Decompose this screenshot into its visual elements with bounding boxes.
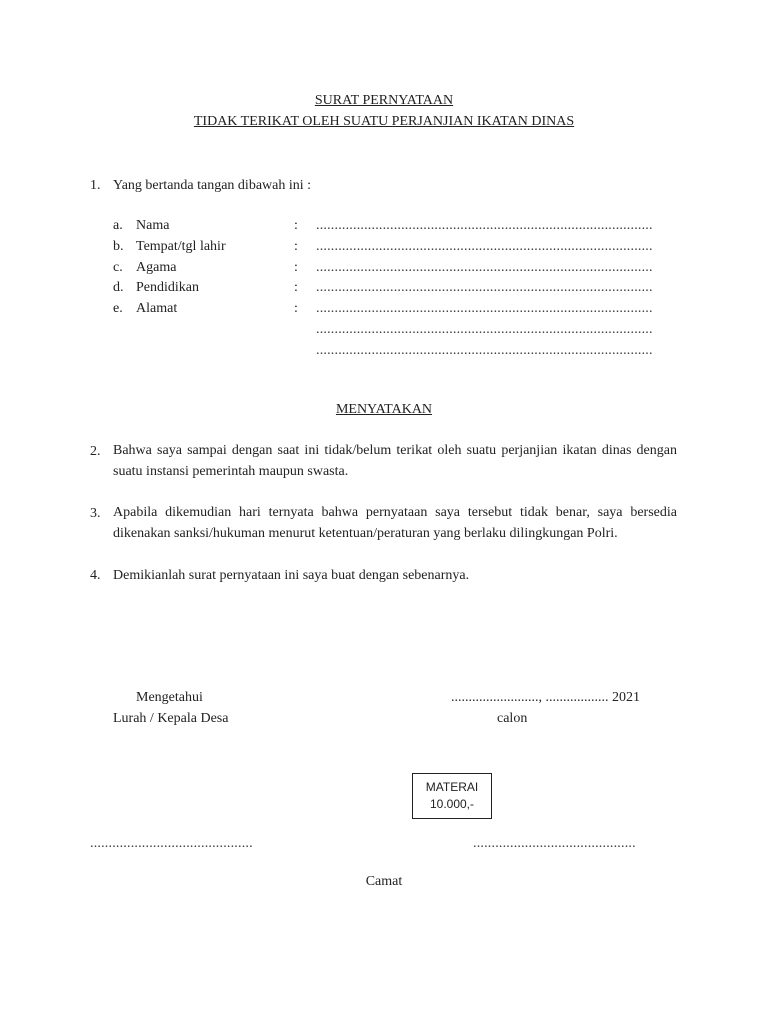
candidate-label: calon bbox=[497, 711, 528, 726]
field-letter: b. bbox=[113, 239, 124, 254]
village-head-label: Lurah / Kepala Desa bbox=[113, 711, 229, 726]
field-letter: a. bbox=[113, 218, 123, 233]
place-date-line: ........................., .................. 2021 bbox=[451, 690, 640, 705]
field-colon: : bbox=[294, 218, 298, 233]
field-dots-education: ........................................................................................... bbox=[316, 280, 653, 295]
acknowledged-label: Mengetahui bbox=[136, 690, 203, 705]
field-colon: : bbox=[294, 260, 298, 275]
address-dots-line-2: ........................................................................................... bbox=[316, 322, 653, 337]
field-dots-address: ........................................................................................... bbox=[316, 301, 653, 316]
stamp-label: MATERAI bbox=[425, 780, 479, 794]
field-letter: c. bbox=[113, 260, 123, 275]
field-colon: : bbox=[294, 239, 298, 254]
field-letter: e. bbox=[113, 301, 123, 316]
item-text: Yang bertanda tangan dibawah ini : bbox=[113, 178, 312, 193]
stamp-value: 10.000,- bbox=[429, 797, 475, 811]
stamp-box bbox=[412, 773, 492, 819]
statement-2: Bahwa saya sampai dengan saat ini tidak/belum terikat oleh suatu perjanjian ikatan dinas dengan suatu instansi pemerintah maupun swasta. bbox=[113, 443, 677, 479]
field-letter: d. bbox=[113, 280, 124, 295]
document-subtitle: TIDAK TERIKAT OLEH SUATU PERJANJIAN IKATAN DINAS bbox=[193, 114, 575, 129]
field-label-nama: Nama bbox=[136, 218, 170, 233]
right-signature-line: ............................................ bbox=[473, 836, 636, 851]
field-label-address: Alamat bbox=[136, 301, 178, 316]
statement-number: 3. bbox=[90, 506, 101, 521]
left-signature-line: ............................................ bbox=[90, 836, 253, 851]
statement-4: Demikianlah surat pernyataan ini saya buat dengan sebenarnya. bbox=[113, 568, 470, 583]
address-dots-line-3: ........................................................................................... bbox=[316, 343, 653, 358]
field-label-education: Pendidikan bbox=[136, 280, 199, 295]
declares-heading: MENYATAKAN bbox=[335, 402, 433, 417]
item-number: 1. bbox=[90, 178, 101, 193]
subdistrict-head-label: Camat bbox=[365, 874, 403, 889]
field-colon: : bbox=[294, 280, 298, 295]
document-title: SURAT PERNYATAAN bbox=[314, 93, 454, 108]
field-colon: : bbox=[294, 301, 298, 316]
field-label-religion: Agama bbox=[136, 260, 177, 275]
field-dots-birth: ........................................................................................... bbox=[316, 239, 653, 254]
field-label-birth: Tempat/tgl lahir bbox=[136, 239, 226, 254]
field-dots-nama: ........................................................................................... bbox=[316, 218, 653, 233]
statement-number: 4. bbox=[90, 568, 101, 583]
statement-3: Apabila dikemudian hari ternyata bahwa pernyataan saya tersebut tidak benar, saya bersedia dikenakan sanksi/hukuman menurut ketentuan/peraturan yang berlaku dilingkungan Polri. bbox=[113, 505, 677, 541]
statement-number: 2. bbox=[90, 444, 101, 459]
field-dots-religion: ........................................................................................... bbox=[316, 260, 653, 275]
